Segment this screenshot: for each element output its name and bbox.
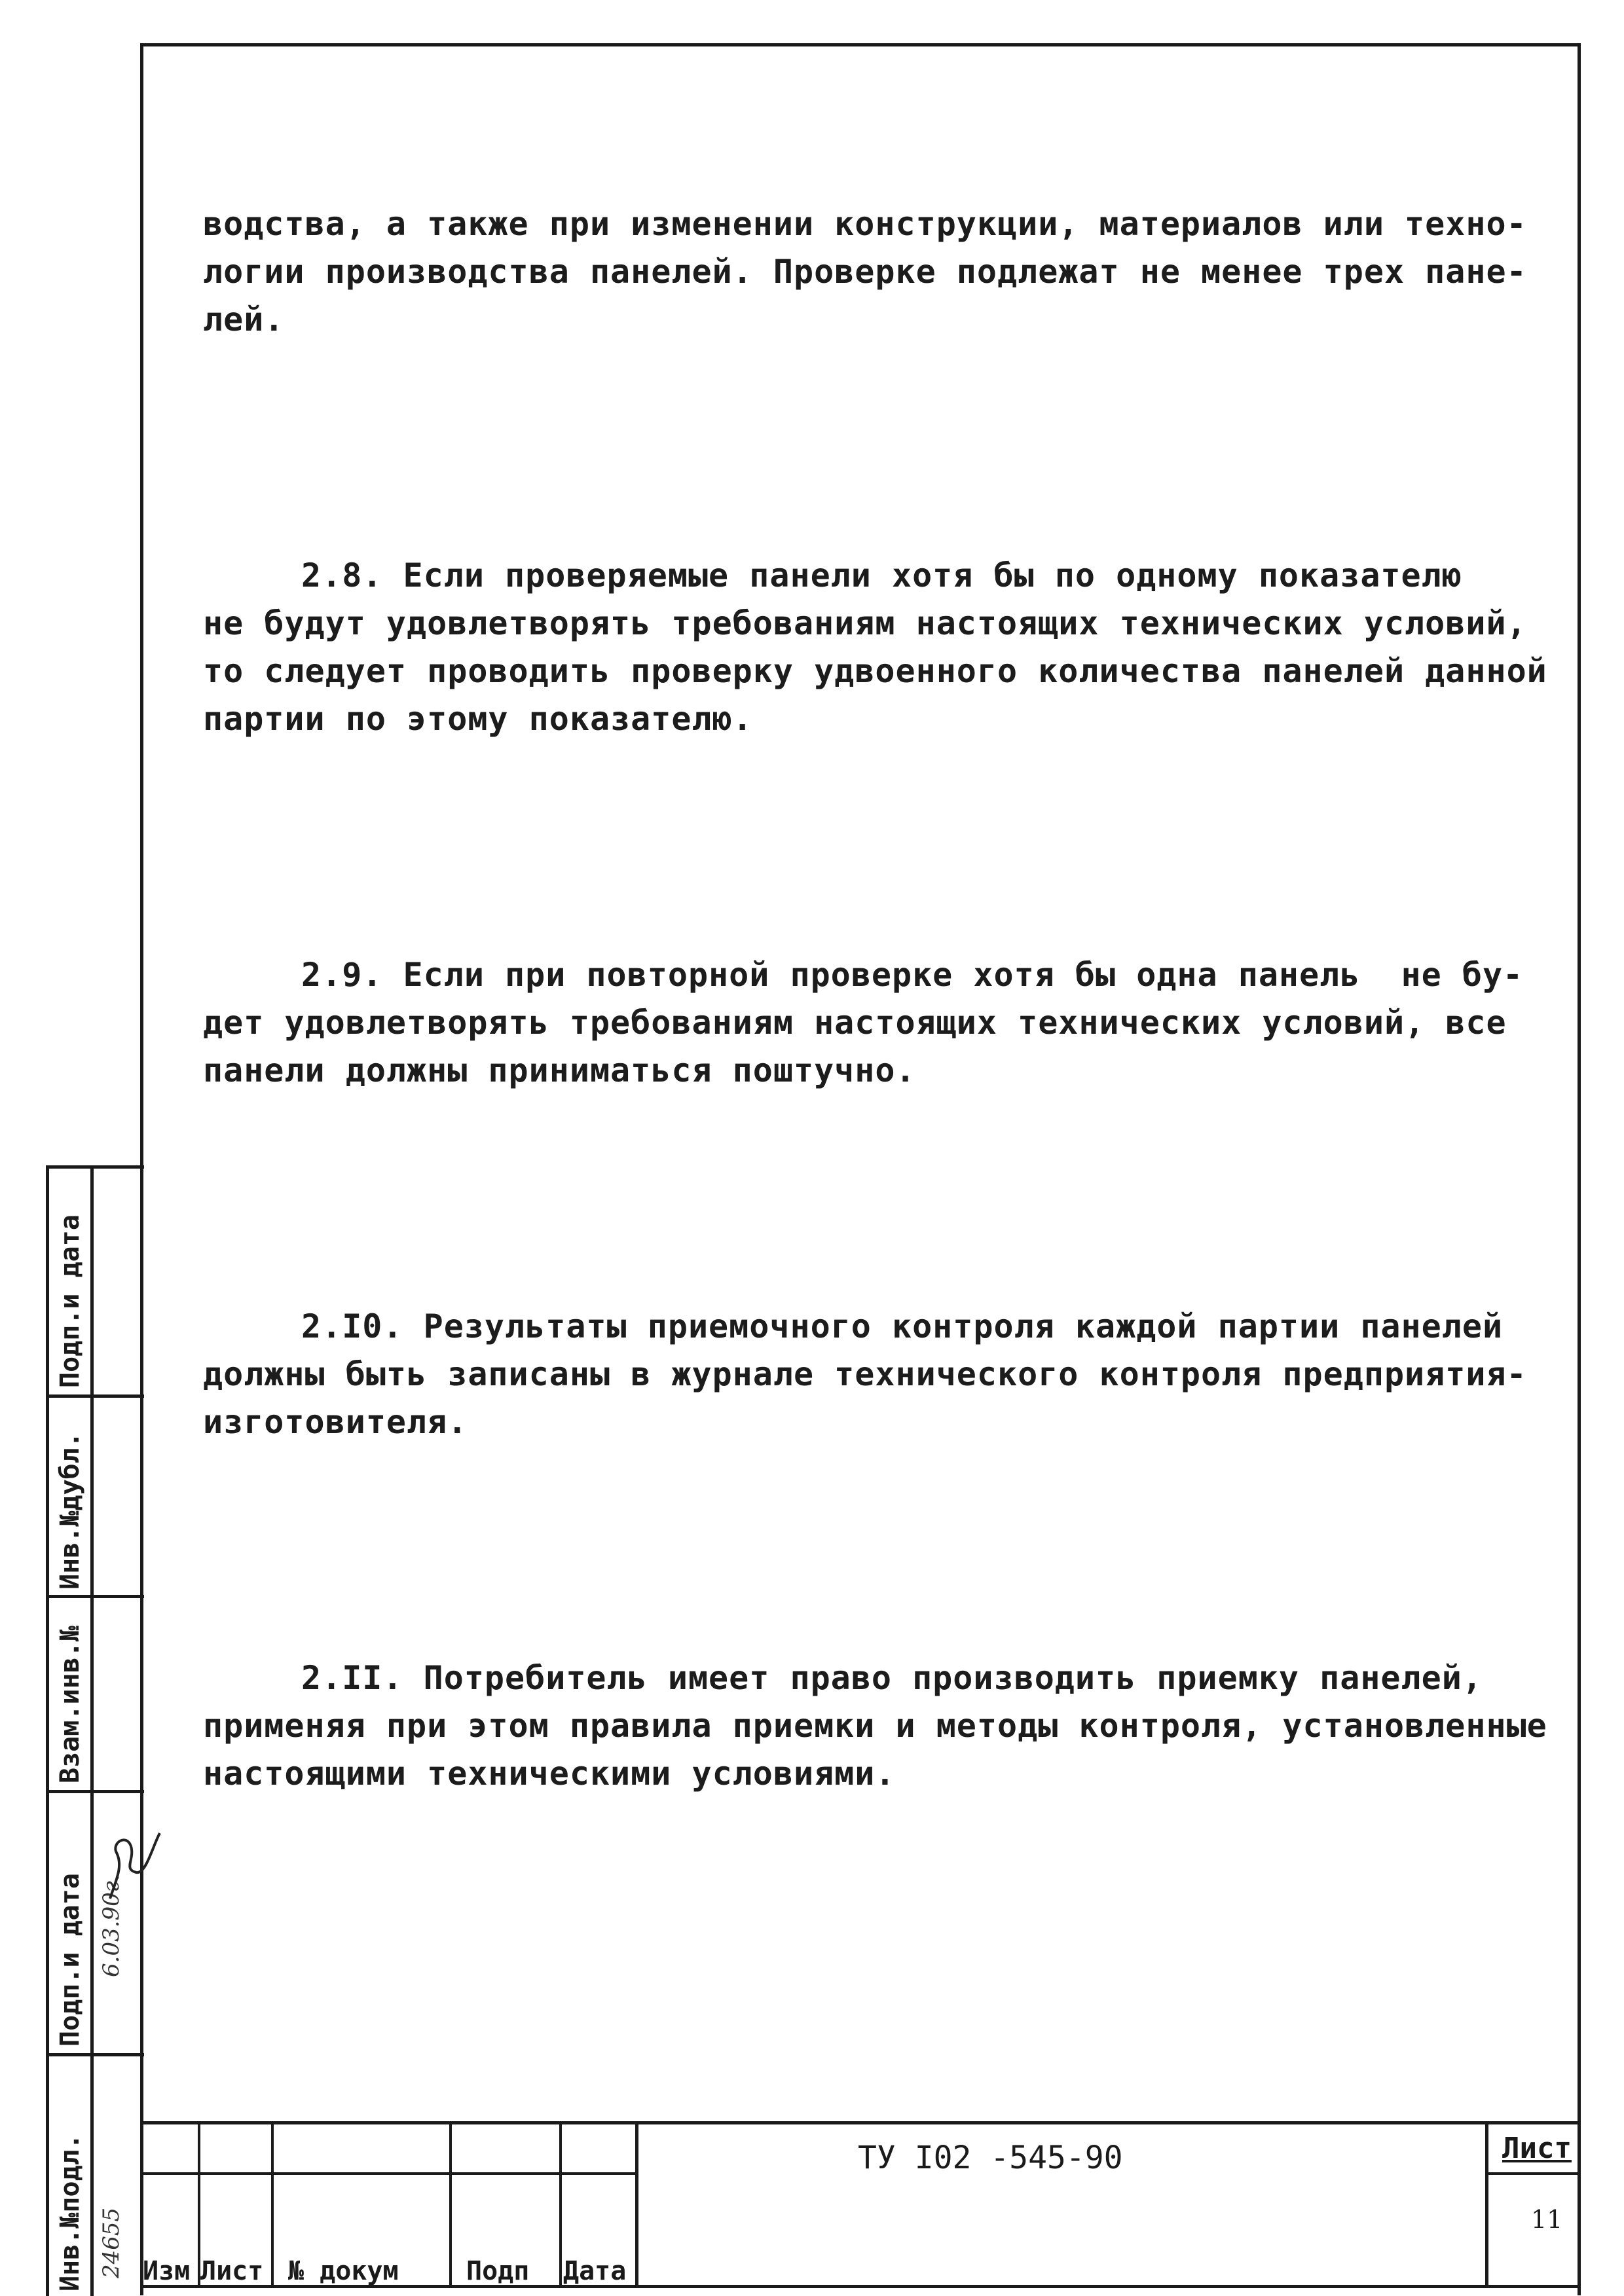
title-block-col-rule [559,2121,562,2286]
title-block-col-rule [1485,2121,1488,2286]
paragraph-2-10 [203,1207,1565,1542]
text-line: 2.I0. Результаты приемочного контроля каждой партии панелей [301,1307,1504,1345]
text-line: 2.8. Если проверяемые панели хотя бы по одному показателю [301,556,1462,594]
paragraph-2-11 [203,1559,1565,1893]
handwritten-date: 6.03.90г. [98,1874,124,1977]
paragraph-2-8 [203,456,1565,839]
document-code: ТУ I02 -545-90 [858,2140,1123,2176]
side-stamp [46,1165,141,2296]
side-label-sign-date-2: Подп.и дата [55,1873,85,2047]
title-block-sheet-rule [1488,2172,1581,2175]
col-sign-label: Подп [466,2256,530,2286]
text-line: партии по этому показателю. [203,700,753,738]
title-block-top-rule [140,2121,1581,2124]
side-border-left [46,1165,49,2296]
text-line: лей. [203,301,285,338]
text-line: 2.9. Если при повторной проверке хотя бы одна панель не бу- [301,956,1524,994]
col-list-label: Лист [200,2256,264,2286]
body-text [203,105,1565,1910]
side-divider [90,1165,94,2296]
paragraph-2-9 [203,856,1565,1190]
handwritten-inv-number: 24655 [98,2207,124,2278]
side-rule [46,1595,144,1598]
side-rule [46,2053,144,2056]
side-rule [46,1165,144,1169]
col-doc-label: № докум [288,2256,399,2286]
text-line: дет удовлетворять требованиям настоящих технических условий, все [203,1004,1507,1042]
side-label-vzam-inv: Взам.инв.№ [55,1626,85,1783]
signature-mark [97,1807,162,1905]
text-line: настоящими техническими условиями. [203,1755,896,1793]
text-line: водства, а также при изменении конструкции, материалов или техно- [203,205,1527,243]
side-label-sign-date: Подп.и дата [55,1214,85,1388]
text-line: изготовителя. [203,1403,468,1441]
text-line: то следует проводить проверку удвоенного количества панелей данной [203,652,1547,690]
side-label-inv-dubl: Инв.№дубл. [55,1432,85,1590]
text-line: логии производства панелей. Проверке подлежат не менее трех пане- [203,253,1527,291]
sheet-label: Лист [1502,2132,1572,2165]
side-rule [46,1394,144,1398]
text-line: применяя при этом правила приемки и методы контроля, установленные [203,1707,1547,1745]
title-block-col-rule [449,2121,452,2286]
side-rule [46,1790,144,1793]
title-block-mid-rule [140,2172,638,2175]
title-block-col-rule [271,2121,274,2286]
text-line: должны быть записаны в журнале технического контроля предприятия- [203,1355,1527,1393]
text-line: 2.II. Потребитель имеет право производить приемку панелей, [301,1659,1483,1697]
col-date-label: Дата [563,2256,627,2286]
col-izm-label: Изм [143,2256,191,2286]
text-line: не будут удовлетворять требованиям настоящих технических условий, [203,604,1527,642]
sheet-number: 11 [1531,2205,1563,2234]
side-label-inv-podl: Инв.№подл. [55,2134,85,2291]
paragraph-continuation [203,105,1565,439]
title-block-col-rule [635,2121,638,2286]
text-line: панели должны приниматься поштучно. [203,1051,916,1089]
